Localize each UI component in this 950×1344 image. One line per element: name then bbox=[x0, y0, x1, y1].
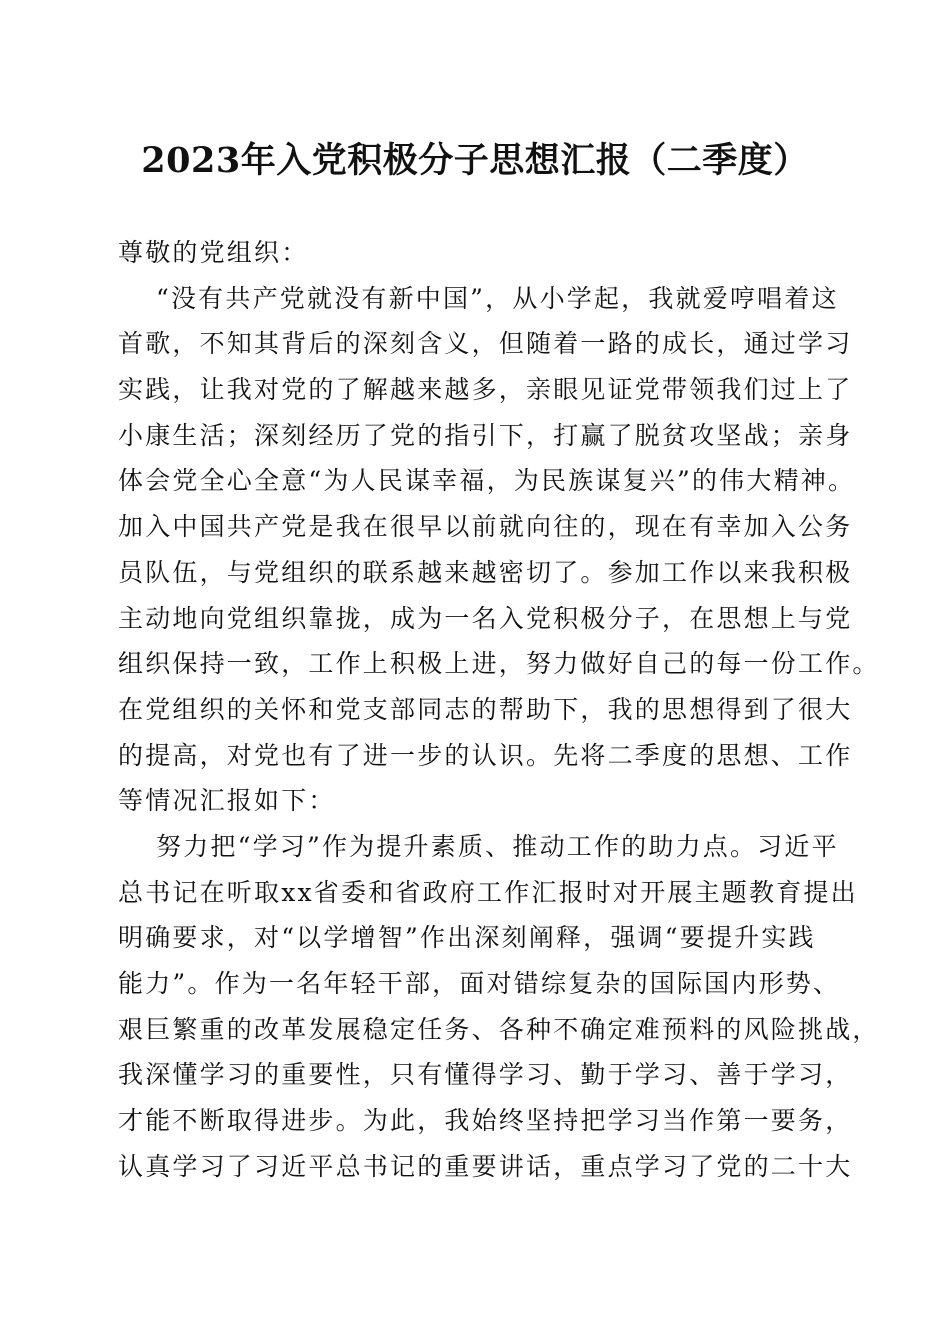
paragraph-2-line: 明确要求，对“以学增智”作出深刻阐释，强调“要提升实践 bbox=[118, 923, 816, 953]
paragraph-1-line: “没有共产党就没有新中国”，从小学起，我就爱哼唱着这 bbox=[156, 283, 839, 313]
salutation-line: 尊敬的党组织： bbox=[118, 238, 309, 267]
paragraph-1-line: 等情况汇报如下： bbox=[118, 786, 336, 816]
paragraph-2-line: 努力把“学习”作为提升素质、推动工作的助力点。习近平 bbox=[156, 831, 839, 861]
paragraph-1-line: 实践，让我对党的了解越来越多，亲眼见证党带领我们过上了 bbox=[118, 375, 853, 405]
paragraph-1-line: 主动地向党组织靠拢，成为一名入党积极分子，在思想上与党 bbox=[118, 603, 853, 633]
paragraph-2-line: 认真学习了习近平总书记的重要讲话，重点学习了党的二十大 bbox=[118, 1151, 853, 1181]
document-title: 2023年入党积极分子思想汇报（二季度） bbox=[141, 140, 809, 181]
paragraph-1-line: 在党组织的关怀和党支部同志的帮助下，我的思想得到了很大 bbox=[118, 694, 853, 724]
paragraph-1-line: 组织保持一致，工作上积极上进，努力做好自己的每一份工作。 bbox=[118, 649, 880, 679]
paragraph-1-line: 员队伍，与党组织的联系越来越密切了。参加工作以来我积极 bbox=[118, 557, 853, 587]
document-body bbox=[118, 230, 880, 1189]
paragraph-1-line: 的提高，对党也有了进一步的认识。先将二季度的思想、工作 bbox=[118, 740, 853, 770]
paragraph-1-line: 加入中国共产党是我在很早以前就向往的，现在有幸加入公务 bbox=[118, 512, 853, 542]
paragraph-1-line: 体会党全心全意“为人民谋幸福，为民族谋复兴”的伟大精神。 bbox=[118, 466, 856, 496]
paragraph-2-line: 艰巨繁重的改革发展稳定任务、各种不确定难预料的风险挑战， bbox=[118, 1014, 880, 1044]
paragraph-2-line: 我深懂学习的重要性，只有懂得学习、勤于学习、善于学习， bbox=[118, 1060, 853, 1090]
paragraph-1-line: 小康生活；深刻经历了党的指引下，打赢了脱贫攻坚战；亲身 bbox=[118, 420, 853, 450]
paragraph-2-line: 总书记在听取xx省委和省政府工作汇报时对开展主题教育提出 bbox=[118, 877, 858, 907]
paragraph-2-line: 才能不断取得进步。为此，我始终坚持把学习当作第一要务， bbox=[118, 1106, 853, 1136]
paragraph-2-line: 能力”。作为一名年轻干部，面对错综复杂的国际国内形势、 bbox=[118, 969, 841, 998]
paragraph-1-line: 首歌，不知其背后的深刻含义，但随着一路的成长，通过学习 bbox=[118, 329, 853, 359]
